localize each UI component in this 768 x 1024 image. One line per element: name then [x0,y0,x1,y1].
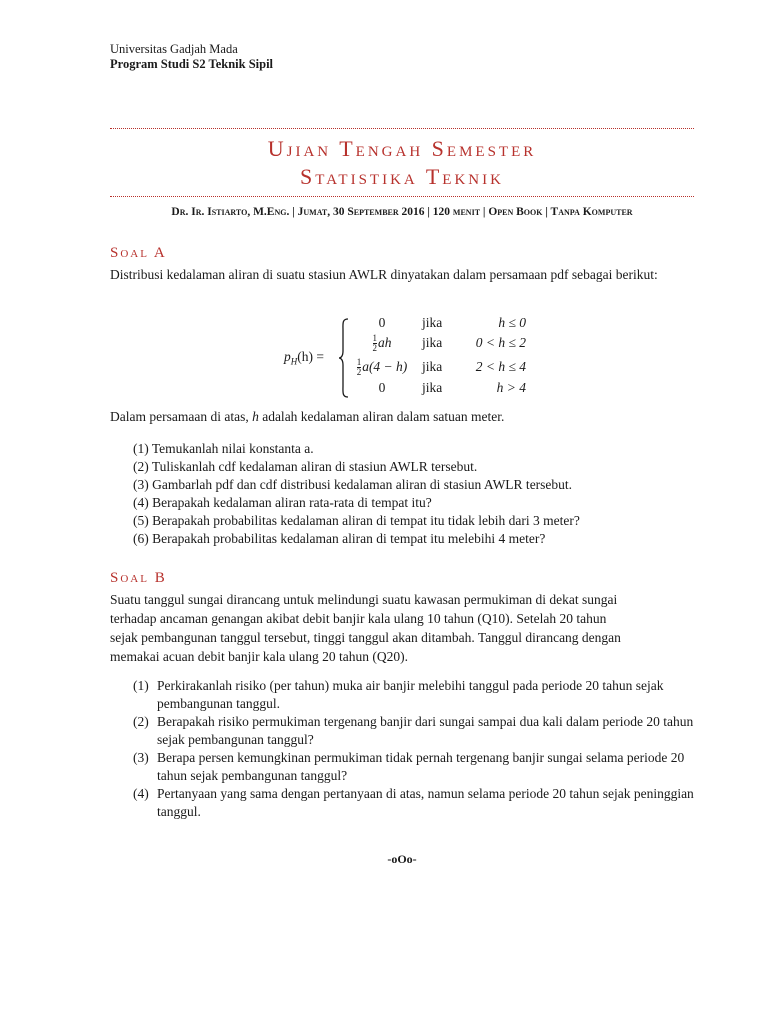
equation-row: 0 jika h ≤ 0 [378,315,526,330]
equation-row: 0 jika h > 4 [378,380,526,395]
question-b3: (3) Berapa persen kemungkinan permukiman tidak pernah tergenang banjir sungai selama periode 20 tahun sejak pembangunan tanggul? [133,750,685,783]
section-b-intro-line: terhadap ancaman genangan akibat debit banjir kala ulang 10 tahun (Q10). Setelah 20 tahun [110,611,607,626]
section-a-heading: Soal A [110,245,167,261]
end-mark: -oOo- [387,852,417,866]
section-a-note: Dalam persamaan di atas, h adalah kedalaman aliran dalam satuan meter. [110,409,505,424]
question-b4: (4) Pertanyaan yang sama dengan pertanyaan di atas, namun selama periode 20 tahun sejak peninggian tanggul. [133,786,694,819]
bottom-divider [110,196,694,197]
question-a6: (6) Berapakah probabilitas kedalaman aliran di tempat itu melebihi 4 meter? [133,531,546,546]
exam-title: Ujian Tengah Semester [267,136,537,161]
section-b-intro-line: Suatu tanggul sungai dirancang untuk melindungi suatu kawasan permukiman di dekat sungai [110,592,618,607]
brace-icon [338,318,350,398]
question-a3: (3) Gambarlah pdf dan cdf distribusi kedalaman aliran di stasiun AWLR tersebut. [133,477,573,492]
question-a5: (5) Berapakah probabilitas kedalaman aliran di tempat itu tidak lebih dari 3 meter? [133,513,580,528]
university-name: Universitas Gadjah Mada [110,42,238,56]
question-b2: (2) Berapakah risiko permukiman tergenang banjir dari sungai sampai dua kali dalam periode 20 tahun sejak pembangunan tanggul? [133,714,694,747]
question-a1: (1) Temukanlah nilai konstanta a. [133,441,314,456]
section-b-intro-line: sejak pembangunan tanggul tersebut, tinggi tanggul akan ditambah. Tanggul dirancang dengan [110,630,621,645]
pdf-equation [280,316,540,400]
top-divider [110,128,694,129]
question-b1: (1) Perkirakanlah risiko (per tahun) muka air banjir melebihi tanggul pada periode 20 tahun sejak pembangunan tanggul. [133,678,664,711]
exam-meta: Dr. Ir. Istiarto, M.Eng. | Jumat, 30 September 2016 | 120 menit | Open Book | Tanpa Komputer [171,206,633,218]
equation-row: $\frac{1}{2}$ ah jika 0 < h ≤ 2 [372,333,526,354]
section-b-intro-line: memakai acuan debit banjir kala ulang 20 tahun (Q20). [110,649,409,664]
question-a2: (2) Tuliskanlah cdf kedalaman aliran di stasiun AWLR tersebut. [133,459,478,474]
equation-lhs: $p_H(h)$ = [284,349,324,367]
question-a4: (4) Berapakah kedalaman aliran rata-rata di tempat itu? [133,495,432,510]
course-title: Statistika Teknik [300,164,504,189]
equation-row: $\frac{1}{2}$ a(4 − h) jika 2 < h ≤ 4 [356,357,526,378]
section-b-heading: Soal B [110,570,167,586]
program-name: Program Studi S2 Teknik Sipil [110,57,274,71]
section-a-intro: Distribusi kedalaman aliran di suatu stasiun AWLR dinyatakan dalam persamaan pdf sebagai berikut: [110,267,658,282]
